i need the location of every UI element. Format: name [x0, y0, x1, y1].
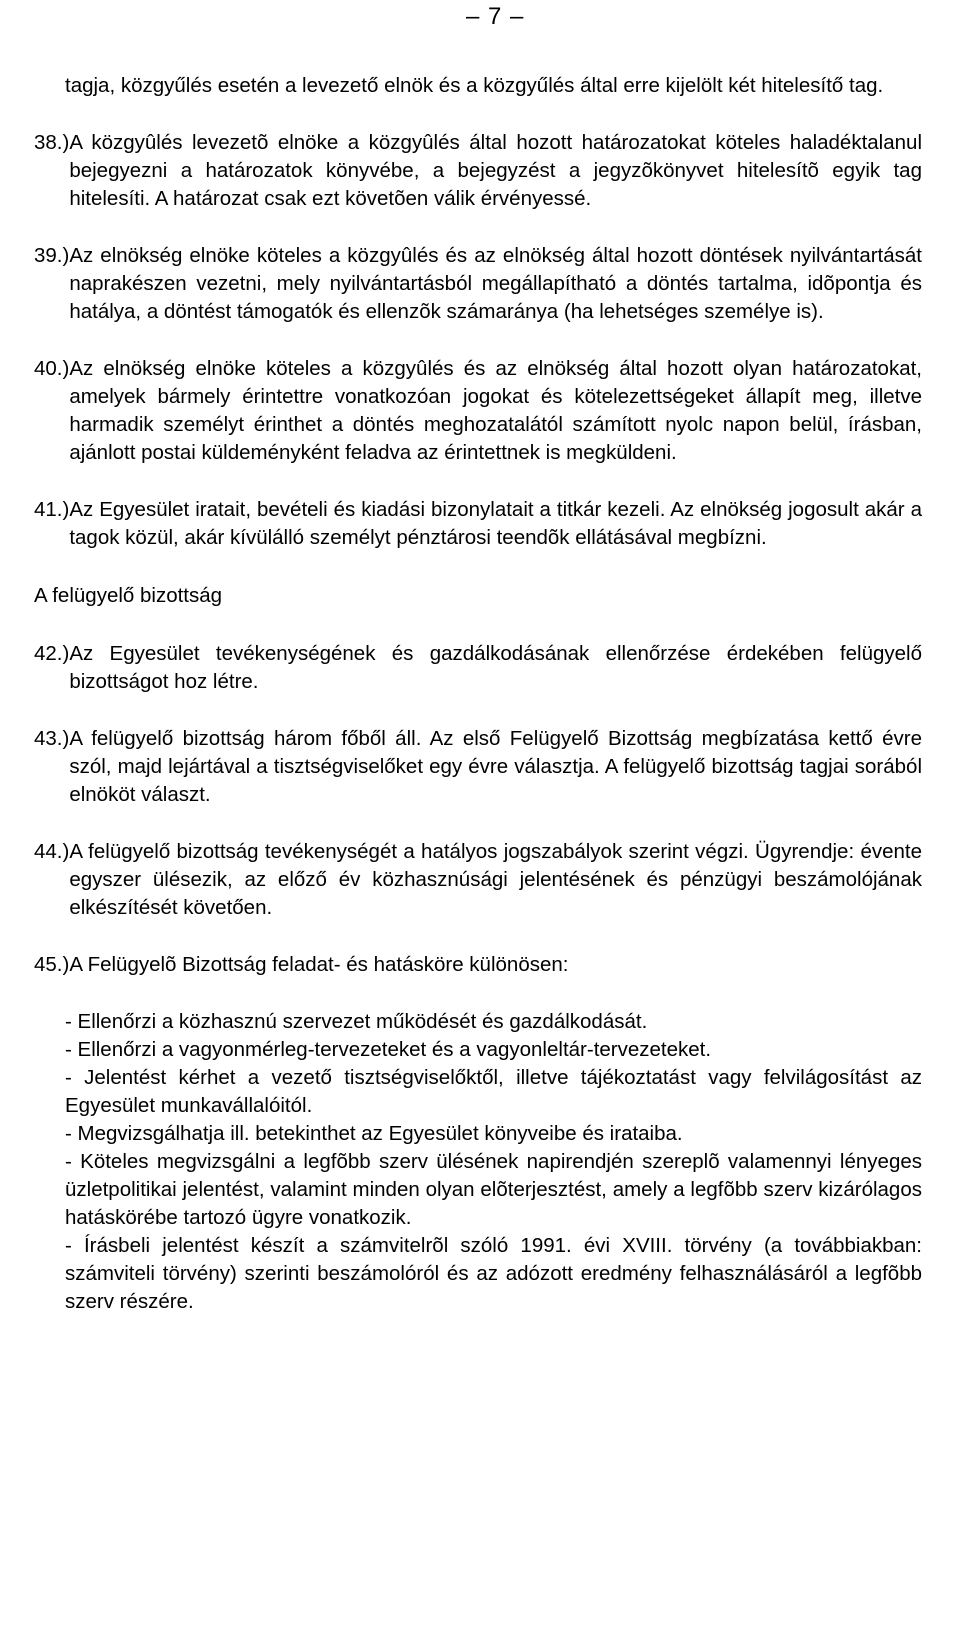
paragraph-number: 38.) [34, 131, 70, 154]
paragraph-text: A közgyûlés levezetõ elnöke a közgyûlés által hozott határozatokat köteles haladéktalanul bejegyezni a határozatok könyvébe, a bejegyzést a jegyzõkönyvet hitelesítõ egyik tag hitelesíti. A határozat csak ezt követõen válik érvényessé. [69, 131, 922, 210]
paragraph-number: 41.) [34, 498, 70, 521]
intro-paragraph: tagja, közgyűlés esetén a levezető elnök és a közgyűlés által erre kijelölt két hitelesítő tag. [65, 74, 884, 97]
page-number: – 7 – [466, 3, 525, 30]
paragraph-text: Az elnökség elnöke köteles a közgyûlés és az elnökség által hozott döntések nyilvántartását naprakészen vezetni, mely nyilvántartásból megállapítható a döntés tartalma, idõpontja és hatálya, a döntést támogatók és ellenzõk számaránya (ha lehetséges személye is). [69, 244, 922, 323]
list-item: - Megvizsgálhatja ill. betekinthet az Egyesület könyveibe és irataiba. [65, 1122, 683, 1145]
paragraph-text: Az Egyesület iratait, bevételi és kiadási bizonylatait a titkár kezeli. Az elnökség jogosult akár a tagok közül, akár kívülálló személyt pénztárosi teendõk ellátásával megbízni. [69, 498, 922, 549]
list-item: - Ellenőrzi a vagyonmérleg-tervezeteket és a vagyonleltár-tervezeteket. [65, 1038, 712, 1061]
paragraph-text: A felügyelő bizottság három főből áll. Az első Felügyelő Bizottság megbízatása kettő évre szól, majd lejártával a tisztségviselőket egy évre választja. A felügyelő bizottság tagjai sorából elnököt választ. [69, 727, 922, 806]
paragraph-38 [34, 129, 922, 213]
list-item: - Írásbeli jelentést készít a számvitelrõl szóló 1991. évi XVIII. törvény (a továbbiakban: számviteli törvény) szerinti beszámolóról és az adózott eredmény felhasználásáról a legfõbb szerv részére. [65, 1234, 922, 1313]
paragraph-number: 42.) [34, 642, 70, 665]
paragraph-number: 44.) [34, 840, 70, 863]
paragraph-41 [34, 496, 922, 552]
paragraph-number: 40.) [34, 357, 70, 380]
paragraph-44 [34, 838, 922, 922]
list-item: - Jelentést kérhet a vezető tisztségviselőktől, illetve tájékoztatást vagy felvilágosítást az Egyesület munkavállalóitól. [65, 1066, 922, 1117]
paragraph-45 [34, 951, 922, 979]
paragraph-40 [34, 355, 922, 467]
paragraph-text: Az elnökség elnöke köteles a közgyûlés és az elnökség által hozott olyan határozatokat, amelyek bármely érintettre vonatkozóan jogokat és kötelezettségeket állapít meg, illetve harmadik személyt érinthet a döntés meghozatalától számított nyolc napon belül, írásban, ajánlott postai küldeményként feladva az érintettnek is megküldeni. [69, 357, 922, 464]
paragraph-text: A felügyelő bizottság tevékenységét a hatályos jogszabályok szerint végzi. Ügyrendje: évente egyszer ülésezik, az előző év közhasznúsági jelentésének és pénzügyi beszámolójának elkészítését követően. [69, 840, 922, 919]
paragraph-text: A Felügyelõ Bizottság feladat- és hatásköre különösen: [69, 953, 569, 976]
list-item: - Köteles megvizsgálni a legfõbb szerv ülésének napirendjén szereplõ valamennyi lényeges üzletpolitikai jelentést, valamint minden olyan elõterjesztést, amely a legfõbb szerv kizárólagos hatáskörébe tartozó ügyre vonatkozik. [65, 1150, 922, 1229]
document-body [34, 72, 922, 1316]
duties-list [34, 1008, 922, 1316]
paragraph-43 [34, 725, 922, 809]
section-heading: A felügyelő bizottság [34, 584, 223, 607]
paragraph-39 [34, 242, 922, 326]
paragraph-number: 39.) [34, 244, 70, 267]
paragraph-number: 43.) [34, 727, 70, 750]
paragraph-number: 45.) [34, 953, 70, 976]
paragraph-42 [34, 640, 922, 696]
list-item: - Ellenőrzi a közhasznú szervezet működését és gazdálkodását. [65, 1010, 648, 1033]
paragraph-text: Az Egyesület tevékenységének és gazdálkodásának ellenőrzése érdekében felügyelő bizottságot hoz létre. [69, 642, 922, 693]
